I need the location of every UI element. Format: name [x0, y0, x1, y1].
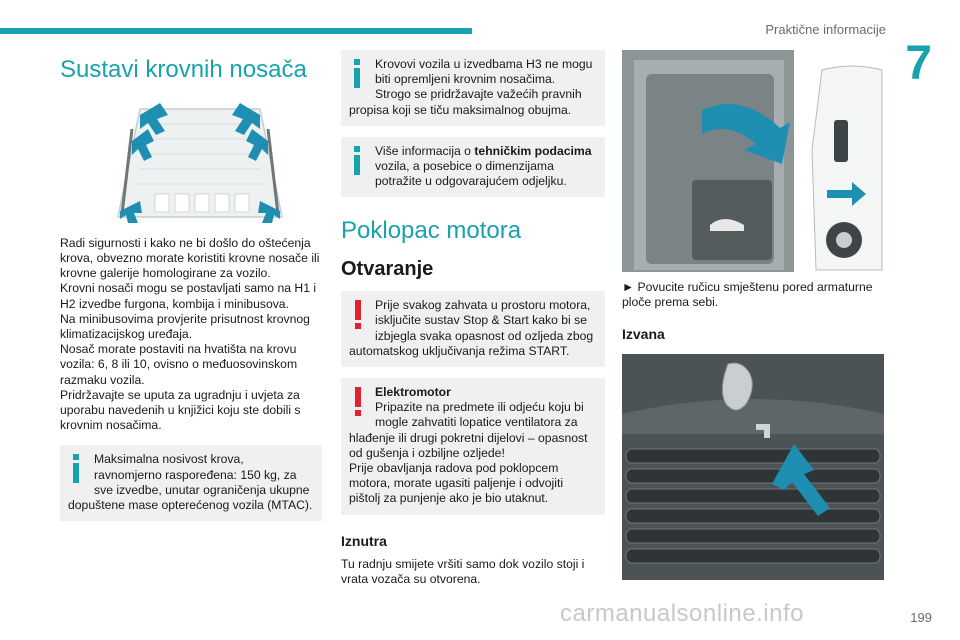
chapter-number: 7 — [905, 37, 932, 90]
subsection-title-inside: Iznutra — [341, 532, 387, 549]
warning-icon — [349, 387, 367, 417]
info-box-h3 — [341, 50, 605, 126]
column-roof-racks — [60, 50, 322, 521]
paragraph: Radi sigurnosti i kako ne bi došlo do oštećenja krova, obvezno morate koristiti krovne nosače ili krovne galerije homologirane za vozilo. — [60, 235, 320, 281]
info-icon — [68, 454, 86, 484]
paragraph: Tu radnju smijete vršiti samo dok vozilo stoji i vrata vozača su otvorena. — [341, 556, 585, 586]
subsection-title-opening: Otvaranje — [341, 258, 434, 281]
paragraph: Nosač morate postaviti na hvatišta na krovu vozila: 6, 8 ili 10, ovisno o međuosovinskom razmaku vozila. — [60, 342, 298, 387]
header-accent-bar — [0, 28, 472, 34]
instruction-pull-lever: ► Povucite ručicu smještenu pored armaturne ploče prema sebi. — [622, 280, 873, 310]
roof-rack-illustration — [110, 99, 290, 224]
column-bonnet-images — [622, 50, 884, 580]
paragraph: Krovni nosači mogu se postavljati samo na H1 i H2 izvedbe furgona, kombija i minibusova. — [60, 281, 317, 311]
info-box-max-load — [60, 445, 322, 521]
paragraph: Pridržavajte se uputa za ugradnju i uvjeta za uporabu navedenih u knjižici koju ste dobili s krovnim nosačima. — [60, 387, 301, 433]
exterior-bonnet-latch-image — [622, 354, 884, 580]
info-icon — [349, 146, 367, 176]
info-text: Maksimalna nosivost krova, ravnomjerno raspoređena: 150 kg, za sve izvedbe, unutar ograničenja ukupne dopuštene mase opterećenog vozila (MTAC). — [68, 452, 313, 513]
roof-rack-text — [60, 236, 322, 434]
warning-box-stop-start — [341, 291, 605, 367]
info-text: vozila, a posebice o dimenzijama potražite u odgovarajućem odjeljku. — [375, 159, 567, 189]
warning-text: Prije obavljanja radova pod poklopcem motora, morate ugasiti paljenje i odvojiti pištolj za punjenje ako je bio utaknut. — [349, 461, 564, 506]
info-box-technical-data — [341, 137, 605, 198]
section-title-roof-racks: Sustavi krovnih nosača — [60, 56, 307, 83]
page-number: 199 — [910, 610, 932, 625]
info-text: Strogo se pridržavajte važećih pravnih propisa koji se tiču maksimalnog obujma. — [349, 87, 582, 117]
roof-rack-diagram — [110, 99, 290, 224]
info-text: Više informacija o — [375, 143, 475, 158]
paragraph: Na minibusovima provjerite prisutnost krovnog klimatizacijskog uređaja. — [60, 311, 310, 342]
warning-text: Pripazite na predmete ili odjeću koju bi mogle zahvatiti lopatice ventilatora za hlađenje ili drugi pokretni dijelovi – opasnost od gušenja i ozbiljne ozljede! — [349, 400, 588, 460]
info-text: Krovovi vozila u izvedbama H3 ne mogu biti opremljeni krovnim nosačima. — [375, 57, 593, 87]
warning-icon — [349, 300, 367, 330]
subsection-title-outside: Izvana — [622, 326, 665, 343]
warning-title: Elektromotor — [375, 385, 451, 400]
interior-release-lever-image — [622, 50, 884, 272]
warning-text: Prije svakog zahvata u prostoru motora, isključite sustav Stop & Start kako bi se izbjegla svaka opasnost od ozljeda zbog automatskog uključivanja režima START. — [349, 298, 594, 358]
grille-illustration — [622, 354, 884, 580]
column-bonnet — [341, 50, 605, 587]
info-text-bold: tehničkim podacima — [474, 143, 592, 158]
mirror-icon — [834, 120, 848, 162]
warning-box-electric-motor — [341, 378, 605, 515]
info-icon — [349, 59, 367, 89]
release-lever-illustration — [622, 50, 884, 272]
section-title-bonnet: Poklopac motora — [341, 217, 522, 245]
running-header: Praktične informacije — [765, 22, 886, 37]
watermark: carmanualsonline.info — [560, 600, 804, 627]
